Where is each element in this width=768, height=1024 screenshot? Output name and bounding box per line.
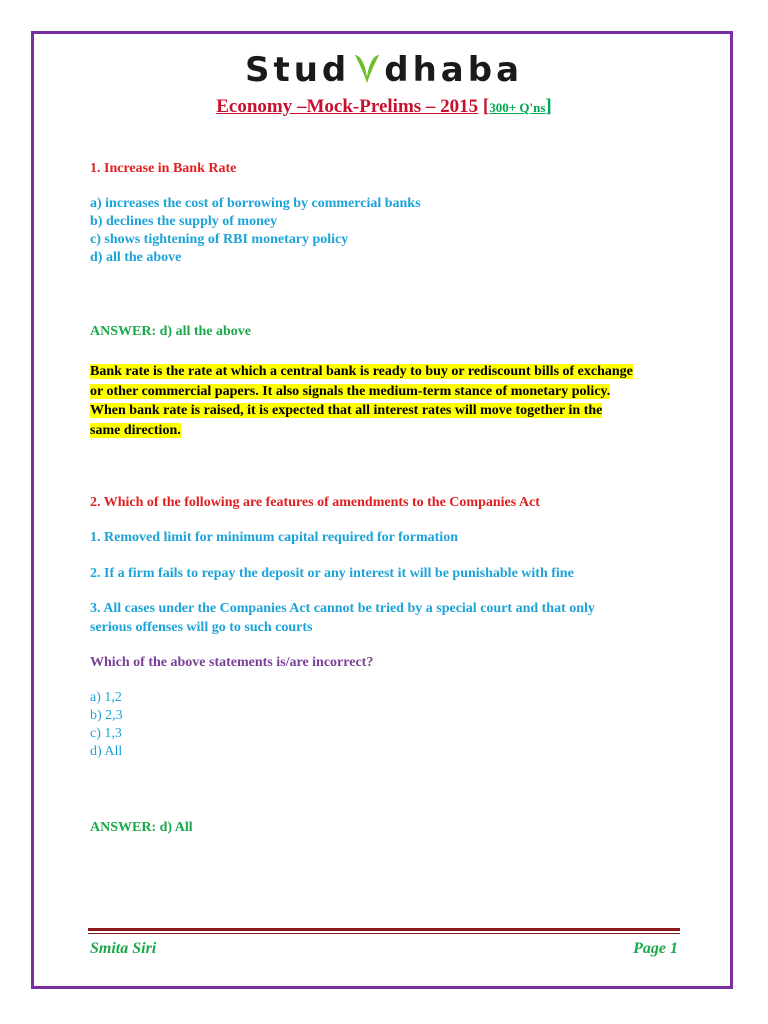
footer-page-number: Page 1 [633,940,678,957]
studydhaba-logo [0,50,768,90]
q2-statement-1: 1. Removed limit for minimum capital required for formation [90,530,458,545]
explanation-line: Bank rate is the rate at which a central bank is ready to buy or rediscount bills of exchange [90,364,633,379]
title-subtitle: 300+ Q'ns [489,100,546,115]
q1-option-b: b) declines the supply of money [90,214,278,229]
q2-statement-3: 3. All cases under the Companies Act cannot be tried by a special court and that only [90,601,595,616]
q1-option-c: c) shows tightening of RBI monetary policy [90,232,349,247]
q1-option-a: a) increases the cost of borrowing by commercial banks [90,196,421,211]
q1-answer: ANSWER: d) all the above [90,324,252,339]
explanation-line: same direction. [90,422,181,438]
logo-text-left: Stud [244,50,351,90]
logo-leaf-icon [352,51,382,85]
q2-option-b: b) 2,3 [90,708,123,723]
logo-text-right: dhaba [384,50,524,90]
explanation-line: When bank rate is raised, it is expected that all interest rates will move together in the [90,403,603,418]
footer-author: Smita Siri [90,940,157,957]
q2-option-c: c) 1,3 [90,726,122,741]
q1-question: 1. Increase in Bank Rate [90,161,237,176]
q2-statement-2: 2. If a firm fails to repay the deposit or any interest it will be punishable with fine [90,566,574,581]
explanation-line: or other commercial papers. It also signals the medium-term stance of monetary policy. [90,383,611,399]
title-main: Economy –Mock-Prelims – 2015 [216,96,479,117]
page-title [0,96,768,118]
title-bracket-open: [ [482,96,490,117]
q1-option-d: d) all the above [90,250,182,265]
q2-option-a: a) 1,2 [90,690,122,705]
q2-statement-3-cont: serious offenses will go to such courts [90,620,313,635]
q1-explanation [90,362,690,440]
q2-answer: ANSWER: d) All [90,820,193,835]
q2-option-d: d) All [90,744,123,759]
q2-prompt: Which of the above statements is/are incorrect? [90,655,374,670]
footer-divider-thin [88,933,680,934]
title-bracket-close: ] [545,96,552,117]
footer-divider [88,928,680,931]
q2-question: 2. Which of the following are features of amendments to the Companies Act [90,495,540,510]
